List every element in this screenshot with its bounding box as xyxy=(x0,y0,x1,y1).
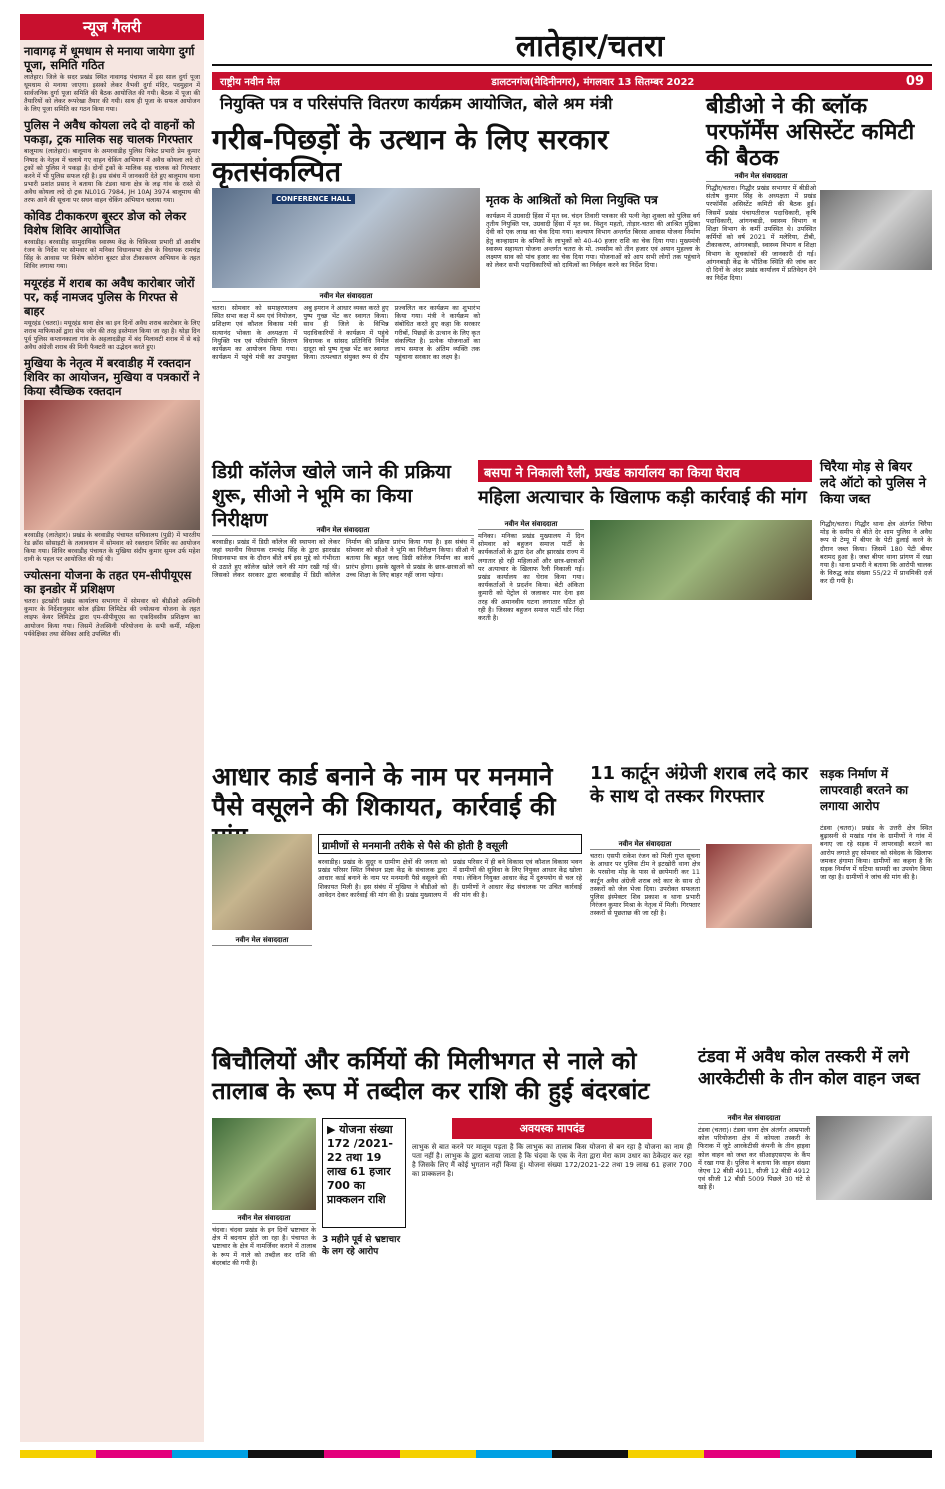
masthead-bar xyxy=(212,72,932,90)
degree-text xyxy=(212,526,474,756)
gallery-item-body: बालूमाथ (लातेहार)। बालूमाथ के अमरवाडीह पुलिस पिकेट प्रभारी प्रेम कुमार निषाद के नेतृत्व में चलाये गए वाहन चेकिंग अभियान में अवैध कोयला लदे दो ट्रकों को पुलिस ने पकड़ा है। दोनों ट्रकों के मालिक सह चालक को गिरफ्तार करने में भी पुलिस सफल रही है। इस संबंध में जानकारी देते हुए बालूमाथ थाना प्रभारी प्रशांत प्रसाद ने बताया कि टंडवा थाना क्षेत्र के लढ़ गांव के रास्ते से अवैध कोयला लदे दो ट्रक NL01G 7984, JH 10AJ 3974 बालूमाथ की तरफ आने की सूचना पर सघन वाहन चेकिंग अभियान चलाया गया। xyxy=(24,148,200,205)
page-name: लातेहार/चतरा xyxy=(515,29,665,64)
main-story-kicker: नियुक्ति पत्र व परिसंपत्ति वितरण कार्यक्रम आयोजित, बोले श्रम मंत्री xyxy=(220,94,613,113)
color-swatch xyxy=(856,1450,932,1458)
gallery-item-headline: मुखिया के नेतृत्व में बरवाडीह में रक्तदान शिविर का आयोजन, मुखिया व पत्रकारों ने किया स्वैच्छिक रक्तदान xyxy=(24,355,200,398)
color-swatch xyxy=(552,1450,628,1458)
color-swatch xyxy=(20,1450,96,1458)
bdo-body: गिद्धौर/चतरा। गिद्धौर प्रखंड सभागार में बीडीओ संतोष कुमार सिंह के अध्यक्षता में प्रखंड परफॉर्मेंस असिस्टेंट कमिटी की बैठक हुई। जिसमें प्रखंड पंचायतीराज पदाधिकारी, कृषि पदाधिकारी, आंगनबाड़ी, स्वास्थ्य विभाग व शिक्षा विभाग के कर्मी उपस्थित थे। उपस्थित कर्मियों को वर्ष 2021 में मलेरिया, टीबी, टीकाकरण, आंगनबाड़ी, स्वास्थ्य विभाग व शिक्षा विभाग के सूचकांकों की जानकारी दी गई। आंगनबाड़ी केंद्र के भौतिक स्थिति की जांच कर दो दिनों के अंदर प्रखंड कार्यालय में प्रतिवेदन देने का निर्देश दिया। xyxy=(706,184,816,283)
aadhar-subhead: ग्रामीणों से मनमानी तरीके से पैसे की होती है वसूली xyxy=(318,834,582,854)
tandwa-headline: टंडवा में अवैध कोल तस्करी में लगे आरकेटीसी के तीन कोल वाहन जब्त xyxy=(698,1047,920,1089)
main-story-text xyxy=(212,292,480,452)
bsp-byline: नवीन मेल संवाददाता xyxy=(478,520,584,530)
gallery-item-body: मयूरहंड (चतरा)। मयूरहंड थाना क्षेत्र का इन दिनों अवैध शराब कारोबार के लिए शराब माफियाओं द्वारा सेफ जोन की तरह इस्तेमाल किया जा रहा है। थोड़ा दिन पूर्व पुलिस कप्तानकाला गांव के अहलादडीहा में बंद मिलावटी शराब में से बड़े अवैध अंग्रेजी शराब की मिनी फैक्टरी का उद्भेदन करते हुए। xyxy=(24,319,200,351)
bdo-byline: नवीन मेल संवाददाता xyxy=(706,172,816,182)
talab-byline: नवीन मेल संवाददाता xyxy=(212,1214,316,1224)
liquor-body-continued xyxy=(706,932,812,1038)
paper-name: राष्ट्रीय नवीन मेल xyxy=(220,77,280,88)
color-swatch xyxy=(248,1450,324,1458)
color-swatch xyxy=(172,1450,248,1458)
bsp-body-continued xyxy=(590,604,812,756)
talab-pullquote: 3 महीने पूर्व से भ्रष्टाचार के लग रहे आरोप xyxy=(322,1235,401,1257)
main-story-photo xyxy=(212,188,480,288)
dateline: डालटनगंज(मेदिनीनगर), मंगलवार 13 सितम्बर 2022 xyxy=(491,77,695,88)
liquor-byline: नवीन मेल संवाददाता xyxy=(590,840,700,850)
gallery-item-headline: ज्योत्सना योजना के तहत एम-सीपीयूएस का इनडोर में प्रशिक्षण xyxy=(24,568,192,597)
tandwa-photo xyxy=(816,1116,932,1200)
chiriya-headline: चिरैया मोड़ से बियर लदे ऑटो को पुलिस ने किया जब्त xyxy=(820,460,926,507)
bsp-photo xyxy=(590,520,812,600)
bottom-color-strip xyxy=(20,1450,932,1458)
avayask-box xyxy=(412,1118,692,1442)
bsp-body: मनिका। मनिका प्रखंड मुख्यालय में दिन सोमवार को बहुजन समाज पार्टी के कार्यकर्ताओं के द्वारा देश और झारखंड राज्य में लगातार हो रही महिलाओं और छात्र-छात्राओं पर अत्याचार के खिलाफ रैली निकाली गई। प्रखंड कार्यालय का घेराव किया गया। कार्यकर्ताओं ने प्रदर्शन किया। बेटी अंकिता कुमारी को पेट्रोल से जलाकर मार देना इस तरह की अमानवीय घटना लगातार घटित हो रही है। जिसका बहुजन समाज पार्टी घोर निंदा करती है। xyxy=(478,532,584,623)
talab-headline: बिचौलियों और कर्मियों की मिलीभगत से नाले को तालाब के रूप में तब्दील कर राशि की हुई बंदरबांट xyxy=(212,1047,650,1105)
gallery-item-headline: पुलिस ने अवैध कोयला लदे दो वाहनों को पकड़ा, ट्रक मालिक सह चालक गिरफ्तार xyxy=(24,118,195,147)
bdo-headline: बीडीओ ने की ब्लॉक परफॉर्मेंस असिस्टेंट कमिटी की बैठक xyxy=(706,94,915,171)
color-swatch xyxy=(780,1450,856,1458)
gallery-item-body: चतरा। इटखोरी प्रखंड कार्यालय सभागार में सोमवार को बीडीओ अश्विनी कुमार के निर्देशानुसार कोल इंडिया लिमिटेड की ज्योत्सना योजना के तहत लाइफ केयर लिमिटेड द्वारा एम-सीपीयूएस का एकदिवसीय प्रशिक्षण का आयोजन किया गया। जिसमें तेजस्विनी परियोजना के सभी कर्मी, महिला पर्यवेक्षिका तथा सेविका आदि उपस्थित थीं। xyxy=(24,598,200,638)
news-gallery-column xyxy=(20,14,204,1442)
bsp-banner: बसपा ने निकाली रैली, प्रखंड कार्यालय का किया घेराव xyxy=(478,460,812,482)
page-number: 09 xyxy=(905,73,924,89)
bdo-photo xyxy=(820,190,932,270)
degree-headline: डिग्री कॉलेज खोले जाने की प्रक्रिया शुरू, सीओ ने भूमि का किया निरीक्षण xyxy=(212,461,451,531)
color-swatch xyxy=(704,1450,780,1458)
gallery-item-headline: मयूरहंड में शराब का अवैध कारोबार जोरों पर, कई नामजद पुलिस के गिरफ्त से बाहर xyxy=(24,275,195,318)
bdo-body-continued xyxy=(820,276,932,452)
talab-body: चंदवा। चंदवा प्रखंड के इन दिनों भ्रष्टाचार के क्षेत्र में बदनाम होते जा रहा है। पंचायत के भ्रष्टाचार के क्षेत्र में नामर्जिवर कराने में तालाब के रूप में नाले को तब्दील कर राशि की बंदरबांट की गयी है। xyxy=(212,1226,316,1267)
color-swatch xyxy=(628,1450,704,1458)
main-story-byline: नवीन मेल संवाददाता xyxy=(212,292,480,302)
avayask-body: लाभुक से बात करने पर मालूम पड़ता है कि लाभुक का तालाब किस योजना से बन रहा है योजना का नाम ही पता नहीं है। लाभुक के द्वारा बताया जाता है कि चंदवा के एक के नेता द्वारा मेरा काम उधार का ठेकेदार कर रहा है जिसके लिए मैं कोई भुगतान नहीं किया हूं। योजना संख्या 172/2021-22 तथा 19 लाख 61 हजार 700 का प्राक्कलन है। xyxy=(412,1143,692,1178)
tandwa-body: टंडवा (चतरा)। टंडवा थाना क्षेत्र अंतर्गत आम्रपाली कोल परियोजना क्षेत्र में कोयला तस्करी के फिराक में जुटे आरकेटीसी कंपनी के तीन हाइवा कोल वाहन को जब्त कर सीआइएसएफ के कैंप में रखा गया है। पुलिस ने बताया कि वाहन संख्या जेएच 12 बीडी 4911, सीजी 12 बीडी 4912 एवं सीजी 12 बीडी 5009 पिछले 30 घंटे से खड़े हैं। xyxy=(698,1126,810,1192)
bsp-text xyxy=(478,520,584,756)
talab-text xyxy=(212,1214,316,1442)
aadhar-byline: नवीन मेल संवाददाता xyxy=(212,936,312,946)
aadhar-body: बरवाडीह। प्रखंड के सुदूर व ग्रामीण क्षेत्रों की जनता को प्रखंड परिसर स्थित निबंधन प्रज्ञा केंद्र के संचालक द्वारा आधार कार्ड बनाने के नाम पर मनमानी पैसे वसूलने की शिकायत मिली है। इस संबंध में मुखिया ने बीडीओ को आवेदन देकर कार्रवाई की मांग की है। प्रखंड मुख्यालय में प्रखंड परिसर में ही बने विकास एवं कौशल विकास भवन में ग्रामीणों की सुविधा के लिए नियुक्त आधार केंद्र खोला गया। लेकिन नियुक्त आधार केंद्र में दुरुपयोग से चल रहे हैं। ग्रामीणों ने आधार केंद्र संचालक पर उचित कार्रवाई की मांग की है। xyxy=(318,858,582,899)
talab-callout xyxy=(322,1118,406,1228)
callout-icon: ▶ xyxy=(327,1123,340,1136)
chiriya-body: गिद्धौर/चतरा। गिद्धौर थाना क्षेत्र अंतर्गत चिरैया मोड़ के समीप से बीते देर शाम पुलिस ने अवैध रूप से टेम्पू में बीयर के पेटी ढुलाई करने के दौरान जब्त किया। जिसमें 180 पेटी बीयर बरामद हुआ है। जब्त बीयर थाना प्रांगण में रखा गया है। थाना प्रभारी ने बताया कि आरोपी चालक के विरुद्ध कांड संख्या 55/22 में प्राथमिकी दर्ज कर दी गयी है। xyxy=(820,520,932,586)
bdo-text xyxy=(706,172,816,452)
bsp-headline: महिला अत्याचार के खिलाफ कड़ी कार्रवाई की मांग xyxy=(478,487,807,508)
liquor-body: चतरा। एसपी राकेश रंजन को मिली गुप्त सूचना के आधार पर पुलिस टीम ने इटखोरी थाना क्षेत्र के परसोना मोड़ के पास से छापेमारी कर 11 कार्टून अवैध अंग्रेजी शराब लदे कार के साथ दो तस्करों को जेल भेजा दिया। उपरोक्त सफलता पुलिस इंस्पेक्टर शिव प्रकाश व थाना प्रभारी निरंजन कुमार मिश्रा के नेतृत्व में मिली। गिरफ्तार तस्करों से पूछताछ की जा रही है। xyxy=(590,852,700,918)
gallery-item-headline: नावागढ़ में धूमधाम से मनाया जायेगा दुर्गा पूजा, समिति गठित xyxy=(24,44,195,72)
color-swatch xyxy=(96,1450,172,1458)
aadhar-text xyxy=(212,936,312,1038)
gallery-item-body: बरवाडीह (लातेहार)। प्रखंड के बरवाडीह पंचायत सचिवालय (पुडी) में भारतीय रेड क्रॉस सोसाइटी के तत्वावधान में सोमवार को रक्तदान शिविर का आयोजन किया गया। शिविर बरवाडीह पंचायत के मुखिया संदीप कुमार सुमन उर्फ महेश दानी के पहल पर आयोजित की गई थी। xyxy=(24,531,200,564)
gallery-item-body: लातेहार। जिले के सदर प्रखंड स्थित नावागढ़ पंचायत में इस साल दुर्गा पूजा धूमधाम से मनाया जाएगा। इसको लेकर वैभवी दुर्गा मंदिर, पदमुहान में सार्वजनिक दुर्गा पूजा समिति की बैठक आयोजित की गयी। बैठक में पूजा की तैयारियों को लेकर रूपरेखा तैयार की गयी। साथ ही पूजा के सफल आयोजन के लिए पूजा समिति का गठन किया गया। xyxy=(24,74,200,114)
aadhar-photo xyxy=(212,834,312,930)
gallery-item-body: बरवाडीह। बरवाडीह सामुदायिक स्वास्थ्य केंद्र के चिकित्सा प्रभारी डॉ आशीष रंजन के निर्देश पर सोमवार को मनिका विधानसभा क्षेत्र के विधायक रामचंद्र सिंह के आवास पर विशेष कोरोना बूस्टर डोज टीकाकरण अभियान के तहत शिविर लगाया गया। xyxy=(24,239,200,271)
gallery-item-headline: कोविड टीकाकरण बूस्टर डोज को लेकर विशेष शिविर आयोजित xyxy=(24,209,187,238)
tandwa-text xyxy=(698,1114,810,1442)
main-story-body: चतरा। सोमवार को समाहरणालय स्थित सभा कक्ष में श्रम एवं नियोजन, प्रशिक्षण एवं कौशल विकास मंत्री सत्यानंद भोक्ता के अध्यक्षता में नियुक्ति पत्र एवं परिसंपत्ति वितरण कार्यक्रम का आयोजन किया गया। कार्यक्रम में पहुंचे मंत्री का उपायुक्त अबु इमरान ने आधार व्यक्त करते हुए पुष्प गुच्छ भेंट कर स्वागत किया। साथ ही जिले के विभिन्न पदाधिकारियों ने कार्यक्रम में पहुंचे विधायक व सांसद प्रतिनिधि निर्मल दादूरा को पुष्प गुच्छ भेंट कर स्वागत किया। तत्पश्चात संयुक्त रूप से दीप प्रज्वलित कर कार्यक्रम का शुभारंभ किया गया। मंत्री ने कार्यक्रम को संबोधित करते हुए कहा कि सरकार गरीबों, पिछड़ों के उत्थान के लिए कृत संकल्पित है। प्रत्येक योजनाओं का लाभ समाज के अंतिम व्यक्ति तक पहुंचाना सरकार का लक्ष्य है। xyxy=(212,304,480,362)
conference-hall-sign: CONFERENCE HALL xyxy=(272,194,355,204)
talab-photo xyxy=(212,1118,316,1210)
avayask-banner: अवयस्क मापदंड xyxy=(452,1118,652,1139)
masthead-rule xyxy=(212,64,932,66)
mritak-body: कार्यक्रम में उग्रवादी हिंसा में मृत स्व. चंदन तिवारी पत्रकार की पत्नी नेहा शुक्ला को पुलिस वर्ग तृतीय नियुक्ति पत्र, उग्रवादी हिंसा में मृत स्व. विशुन महतो, तोड़ार-चतरा की आश्रित मुद्रिका देवी को एक लाख का चेक दिया गया। कल्याण विभाग अन्तर्गत बिरसा आवास योजना निर्माण हेतु कान्हाग्राम के श्रमिकों के लाभुकों को 40-40 हजार राशि का चेक दिया गया। मुख्यमंत्री स्वास्थ्य सहायता योजना अन्तर्गत चतरा के मो. तमसीम को तीन हजार एवं अयान मुहल्ला के लक्ष्मण साव को पांच हजार का चेक दिया गया। योजनाओं को आप सभी लोगों तक पहुंचाने को लेकर सभी पदाधिकारियों को दायित्वों का निर्वहन करने का निर्देश दिया। xyxy=(486,212,700,270)
mritak-headline: मृतक के आश्रितों को मिला नियुक्ति पत्र xyxy=(486,193,658,207)
liquor-headline: 11 कार्टून अंग्रेजी शराब लदे कार के साथ दो तस्कर गिरफ्तार xyxy=(590,763,809,807)
tandwa-byline: नवीन मेल संवाददाता xyxy=(698,1114,810,1124)
color-swatch xyxy=(476,1450,552,1458)
degree-body: बरवाडीह। प्रखंड में डिग्री कॉलेज की स्थापना को लेकर जहां स्थानीय विधायक रामचंद्र सिंह के द्वारा झारखंड विधानसभा सत्र के दौरान बीते वर्ष इस मुद्दे को गंभीरता से उठाते हुए कॉलेज खोले जाने की मांग रखी गई थी। जिसको लेकर सरकार द्वारा बरवाडीह में डिग्री कॉलेज निर्माण की प्रक्रिया प्रारंभ किया गया है। इस संबंध में सोमवार को सीओ ने भूमि का निरीक्षण किया। सीओ ने बताया कि बहुत जल्द डिग्री कॉलेज निर्माण का कार्य प्रारंभ होगा। इसके खुलने से प्रखंड के छात्र-छात्राओं को उच्च शिक्षा के लिए बाहर नहीं जाना पड़ेगा। xyxy=(212,538,474,579)
color-swatch xyxy=(324,1450,400,1458)
aadhar-headline: आधार कार्ड बनाने के नाम पर मनमाने पैसे वसूलने की शिकायत, कार्रवाई की xyxy=(212,762,556,821)
talab-callout-text: योजना संख्या 172 /2021-22 तथा 19 लाख 61 हजार 700 का प्राक्कलन राशि xyxy=(327,1123,393,1206)
road-headline: सड़क निर्माण में लापरवाही बरतने का लगाया आरोप xyxy=(820,767,909,813)
gallery-photo xyxy=(24,400,200,530)
road-body: टंडवा (चतरा)। प्रखंड के उत्तरी क्षेत्र स्थित बुढ़ासनी से मखांड गांव के ग्रामीणों ने गांव में बनाए जा रहे सड़क में लापरवाही बरतने का आरोप लगाते हुए सोमवार को संवेदक के खिलाफ जमकर हंगामा किया। ग्रामीणों का कहना है कि सड़क निर्माण में घटिया सामग्री का उपयोग किया जा रहा है। ग्रामीणों ने जांच की मांग की है। xyxy=(820,824,932,882)
news-gallery-title: न्यूज गैलरी xyxy=(20,14,204,40)
liquor-text xyxy=(590,840,700,1038)
liquor-photo xyxy=(706,844,812,928)
degree-byline: नवीन मेल संवाददाता xyxy=(212,526,474,536)
color-swatch xyxy=(400,1450,476,1458)
main-story-headline: गरीब-पिछड़ों के उत्थान के लिए सरकार कृतसंकल्पित xyxy=(212,123,609,188)
tandwa-body-continued xyxy=(816,1204,932,1442)
